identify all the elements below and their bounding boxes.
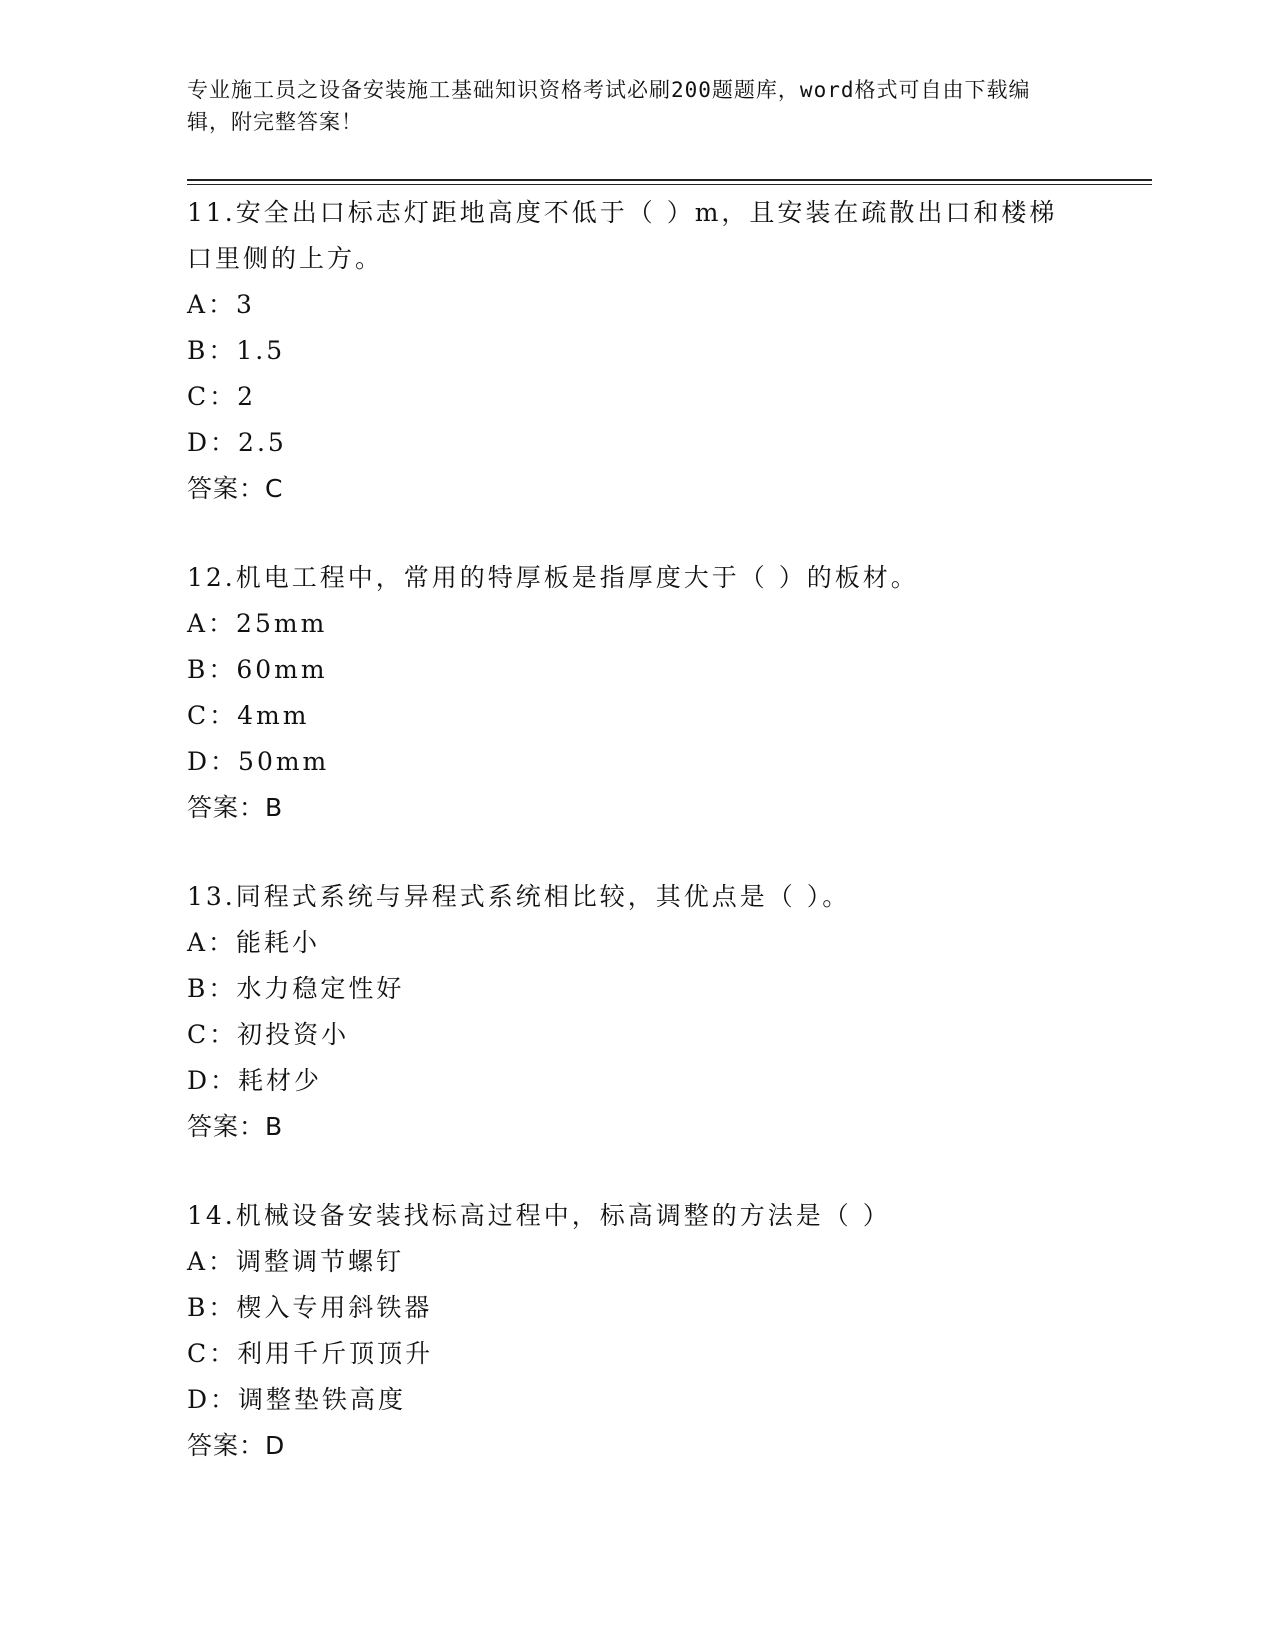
question-14 xyxy=(187,1193,1087,1469)
option-b: B：1.5 xyxy=(187,336,286,365)
question-13 xyxy=(187,874,1087,1150)
question-12 xyxy=(187,555,1087,831)
answer: 答案：B xyxy=(187,793,284,822)
answer: 答案：B xyxy=(187,1112,284,1141)
question-11 xyxy=(187,190,1087,512)
question-stem: 13.同程式系统与异程式系统相比较，其优点是（ ）。 xyxy=(187,882,851,911)
answer: 答案：D xyxy=(187,1431,286,1460)
option-c: C：利用千斤顶顶升 xyxy=(187,1339,434,1368)
header-divider-thick xyxy=(187,179,1152,181)
option-a: A：能耗小 xyxy=(187,928,321,957)
option-d: D：2.5 xyxy=(187,428,287,457)
header-divider-thin xyxy=(187,184,1152,185)
document-header: 专业施工员之设备安装施工基础知识资格考试必刷200题题库，word格式可自由下载编辑，附完整答案！ xyxy=(187,78,1031,134)
question-stem: 12.机电工程中，常用的特厚板是指厚度大于（ ）的板材。 xyxy=(187,563,919,592)
option-a: A：调整调节螺钉 xyxy=(187,1247,405,1276)
option-c: C：4mm xyxy=(187,701,310,730)
option-a: A：3 xyxy=(187,290,255,319)
option-d: D：50mm xyxy=(187,747,330,776)
question-stem: 11.安全出口标志灯距地高度不低于（ ）m，且安装在疏散出口和楼梯口里侧的上方。 xyxy=(187,198,1058,273)
option-b: B：楔入专用斜铁器 xyxy=(187,1293,433,1322)
question-list xyxy=(187,190,1087,1512)
option-b: B：水力稳定性好 xyxy=(187,974,405,1003)
option-d: D：调整垫铁高度 xyxy=(187,1385,407,1414)
answer: 答案：C xyxy=(187,474,284,503)
option-a: A：25mm xyxy=(187,609,328,638)
question-stem: 14.机械设备安装找标高过程中，标高调整的方法是（ ） xyxy=(187,1201,891,1230)
option-c: C：2 xyxy=(187,382,257,411)
option-c: C：初投资小 xyxy=(187,1020,350,1049)
option-b: B：60mm xyxy=(187,655,328,684)
option-d: D：耗材少 xyxy=(187,1066,323,1095)
